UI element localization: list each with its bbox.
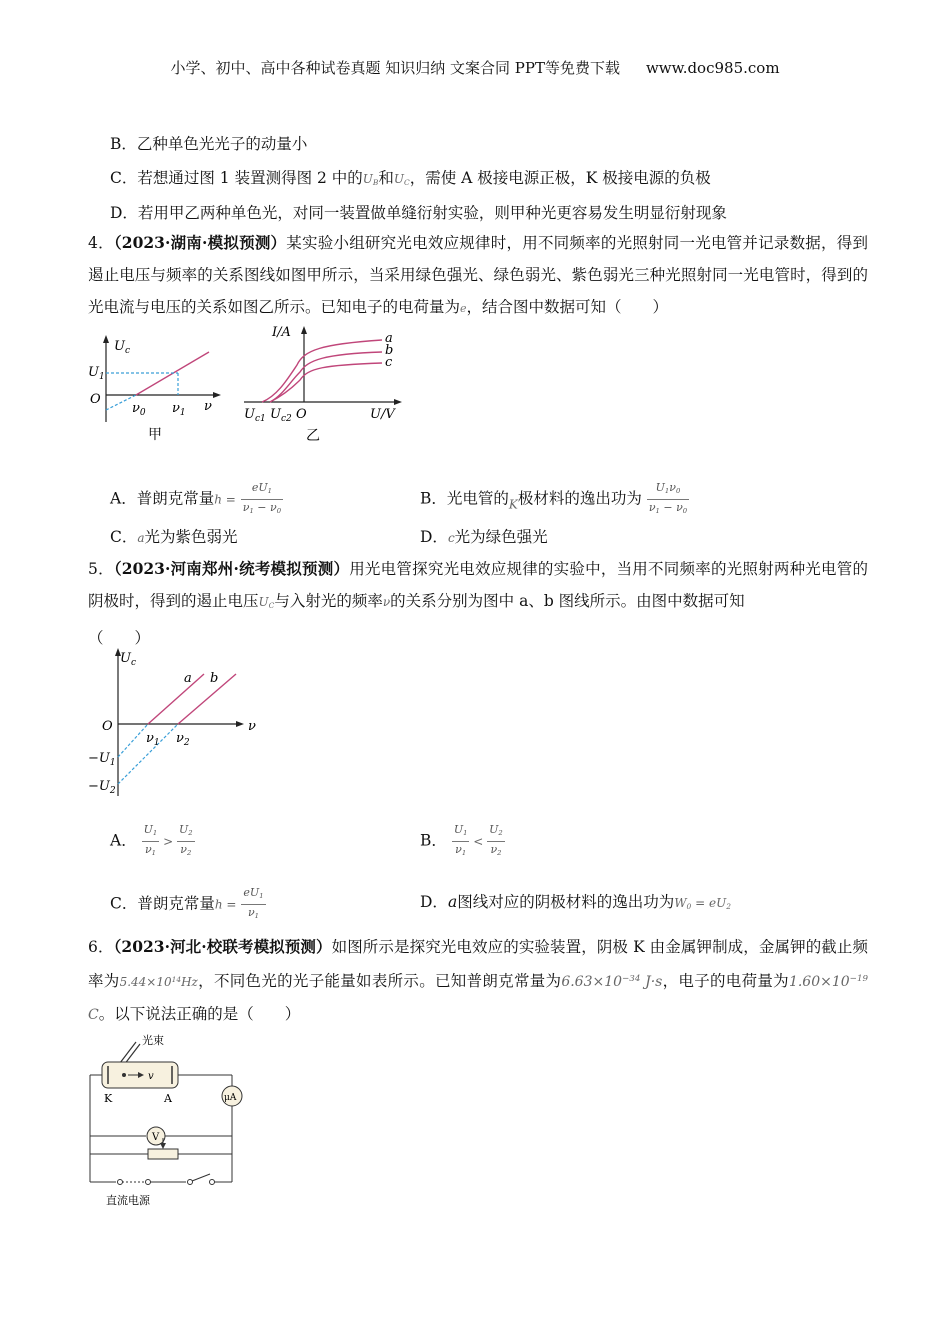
- q3-option-b: B．乙种单色光光子的动量小: [110, 135, 308, 153]
- svg-text:K: K: [104, 1092, 113, 1105]
- q5-figure: [86, 644, 266, 802]
- svg-text:Uc1: $U_{c1}$: [244, 407, 266, 424]
- q5-option-b: B． $\frac{U_1}{\nu_1}$ < $\frac{U_2}{\nu_2}$: [420, 823, 503, 858]
- q5-option-a: A． $\frac{U_1}{\nu_1}$ > $\frac{U_2}{\nu_2}$: [110, 823, 193, 858]
- svg-text:c: c: [385, 355, 393, 370]
- svg-text:ν: ν: [204, 399, 212, 414]
- svg-text:ν0: $\nu_0$: [132, 401, 146, 418]
- svg-text:a: a: [184, 671, 192, 686]
- svg-text:乙: 乙: [306, 428, 320, 444]
- q5-option-c: C．普朗克常量h = $\frac{eU_1}{\nu_1}$: [110, 886, 264, 921]
- q5-stem: 5．（2023·河南郑州·统考模拟预测）用光电管探究光电效应规律的实验中，当用不同频率的光照射两种光电管的阴极时，得到的遏止电压$U_C$与入射光的频率ν的关系分别为图中 a、b 图线所示。由图中数据可知 （ ）: [88, 559, 868, 648]
- svg-text:光束: 光束: [142, 1034, 164, 1047]
- svg-text:V: V: [152, 1132, 160, 1143]
- svg-text:−U2: $-U_2$: [88, 779, 116, 796]
- q5-option-d: D．a图线对应的阴极材料的逸出功为$W_0 = eU_2$: [420, 893, 731, 912]
- svg-text:O: O: [296, 407, 307, 422]
- svg-text:Uc2: $U_{c2}$: [270, 407, 292, 424]
- q4-stem: 4．（2023·湖南·模拟预测）某实验小组研究光电效应规律时，用不同频率的光照射同一光电管并记录数据，得到遏止电压与频率的关系图线如图甲所示，当采用绿色强光、绿色弱光、紫色弱光三种光照射同一光电管时，得到的光电流与电压的关系如图乙所示。已知电子的电荷量为e，结合图中数据可知（ ）: [88, 233, 868, 316]
- svg-text:μA: μA: [224, 1093, 237, 1103]
- q4-option-a: A．普朗克常量h = $\frac{eU_1}{\nu_1 - \nu_0}$: [110, 481, 282, 516]
- svg-text:O: O: [90, 392, 101, 407]
- svg-text:b: b: [385, 343, 394, 358]
- svg-text:U/V: U/V: [370, 407, 395, 422]
- svg-text:−U1: $-U_1$: [88, 751, 116, 768]
- q6-stem: 6．（2023·河北·校联考模拟预测）如图所示是探究光电效应的实验装置，阴极 K 由金属钾制成，金属钾的截止频率为$5.44\times 10^{14}Hz$，不同色光的光子能量如表所示。已知普朗克常量为$6.63\times 10^{-34}$ J·s，电子的电荷量为$1.60\times 10^{-19}$ C。以下说法正确的是（ ）: [88, 937, 868, 1023]
- svg-text:O: O: [102, 719, 113, 734]
- svg-text:ν1: $\nu_1$: [146, 731, 160, 748]
- q4-option-c: C．a光为紫色弱光: [110, 528, 238, 546]
- svg-text:Uc: $U_c$: [120, 651, 137, 668]
- svg-text:I/A: I/A: [272, 325, 291, 340]
- svg-text:直流电源: 直流电源: [106, 1194, 150, 1207]
- svg-text:a: a: [385, 331, 393, 346]
- svg-text:Uc: $U_c$: [114, 339, 131, 356]
- q3-option-d: D．若用甲乙两种单色光，对同一装置做单缝衍射实验，则甲种光更容易发生明显衍射现象: [110, 204, 727, 222]
- q4-option-b: B．光电管的$_K$极材料的逸出功为 $\frac{U_1\nu_0}{\nu_1 - \nu_0}$: [420, 481, 688, 516]
- svg-text:b: b: [210, 671, 219, 686]
- svg-text:ν: ν: [248, 719, 256, 734]
- page-header: [0, 57, 950, 78]
- svg-text:v: v: [148, 1071, 154, 1082]
- q4-figure-yi: [242, 320, 412, 448]
- q6-circuit-figure: [86, 1030, 256, 1210]
- svg-text:ν1: $\nu_1$: [172, 401, 186, 418]
- svg-text:U1: $U_1$: [88, 365, 105, 382]
- svg-text:甲: 甲: [148, 427, 162, 443]
- q4-option-d: D．c光为绿色强光: [420, 528, 548, 546]
- header-site: www.doc985.com: [645, 59, 780, 77]
- q3-option-c: C．若想通过图 1 装置测得图 2 中的$U_B$和$U_C$，需使 A 极接电源正极，K 极接电源的负极: [110, 169, 711, 188]
- q4-figure-jia: [86, 332, 226, 447]
- svg-text:A: A: [164, 1092, 172, 1105]
- header-text: 小学、初中、高中各种试卷真题 知识归纳 文案合同 PPT等免费下载: [170, 59, 620, 77]
- svg-text:ν2: $\nu_2$: [176, 731, 190, 748]
